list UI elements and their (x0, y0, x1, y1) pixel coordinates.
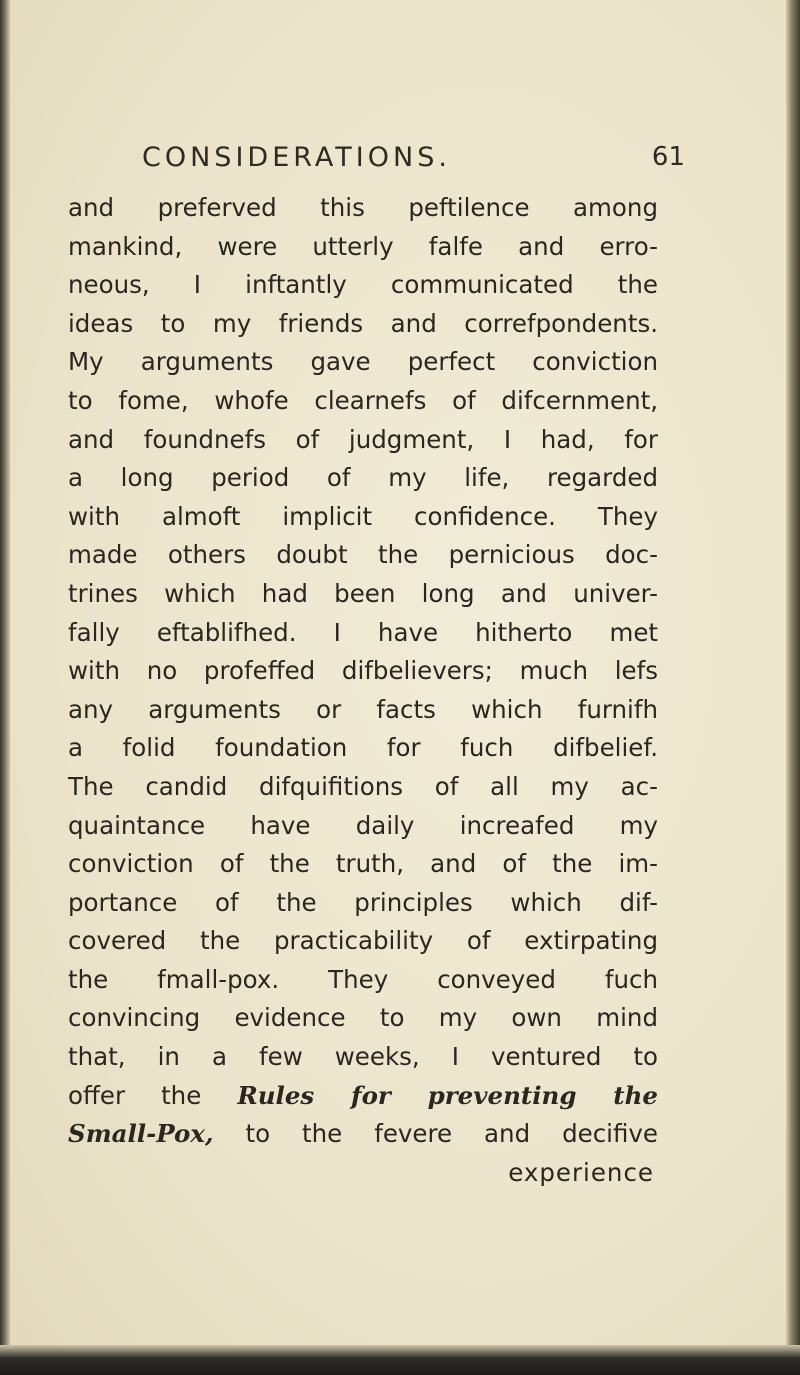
text-line: trines which had been long and univer- (68, 578, 658, 608)
text-line: the fmall-pox. They conveyed fuch (68, 964, 658, 994)
page-right-edge (786, 0, 800, 1375)
text-line: and preferved this peftilence among (68, 193, 658, 222)
text-line-with-italic (68, 1115, 658, 1154)
text-line: portance of the principles which dif- (68, 887, 658, 917)
page-bottom-edge (0, 1345, 800, 1375)
text-line: quaintance have daily increafed my (68, 810, 658, 840)
text-line: any arguments or facts which furnifh (68, 694, 658, 724)
text-line: covered the practicability of extirpating (68, 926, 658, 956)
text-line: to fome, whofe clearnefs of difcernment, (68, 385, 658, 415)
text-line: conviction of the truth, and of the im- (68, 849, 658, 879)
page-header (130, 142, 685, 182)
text-line: mankind, were utterly falfe and erro- (68, 231, 658, 261)
text-line: My arguments gave perfect conviction (68, 347, 658, 377)
catchword: experience (508, 1157, 654, 1187)
body-text (68, 189, 658, 1192)
running-head: CONSIDERATIONS. (142, 142, 451, 173)
text-line: a folid foundation for fuch difbelief. (68, 733, 658, 763)
text-line: with no profeffed difbelievers; much lefs (68, 656, 658, 686)
text-line: that, in a few weeks, I ventured to (68, 1042, 658, 1072)
text-line: neous, I inftantly communicated the (68, 270, 658, 300)
text-line: convincing evidence to my own mind (68, 1003, 658, 1033)
text-line: made others doubt the pernicious doc- (68, 540, 658, 570)
italic-title-segment: Small-Pox, (68, 1119, 214, 1149)
page-number: 61 (651, 142, 685, 172)
page-left-binding-edge (0, 0, 10, 1375)
text-line: a long period of my life, regarded (68, 463, 658, 493)
italic-title-segment: Rules for preventing the (237, 1080, 658, 1110)
text-line: The candid difquifitions of all my ac- (68, 771, 658, 801)
text-line: with almoft implicit confidence. They (68, 501, 658, 531)
text-line-with-italic (68, 1077, 658, 1116)
text-line: and foundnefs of judgment, I had, for (68, 424, 658, 454)
text-segment: to the fevere and decifive (213, 1119, 658, 1149)
text-line: ideas to my friends and correfpondents. (68, 308, 658, 338)
text-line: fally eftablifhed. I have hitherto met (68, 617, 658, 647)
text-segment: offer the (68, 1080, 238, 1110)
